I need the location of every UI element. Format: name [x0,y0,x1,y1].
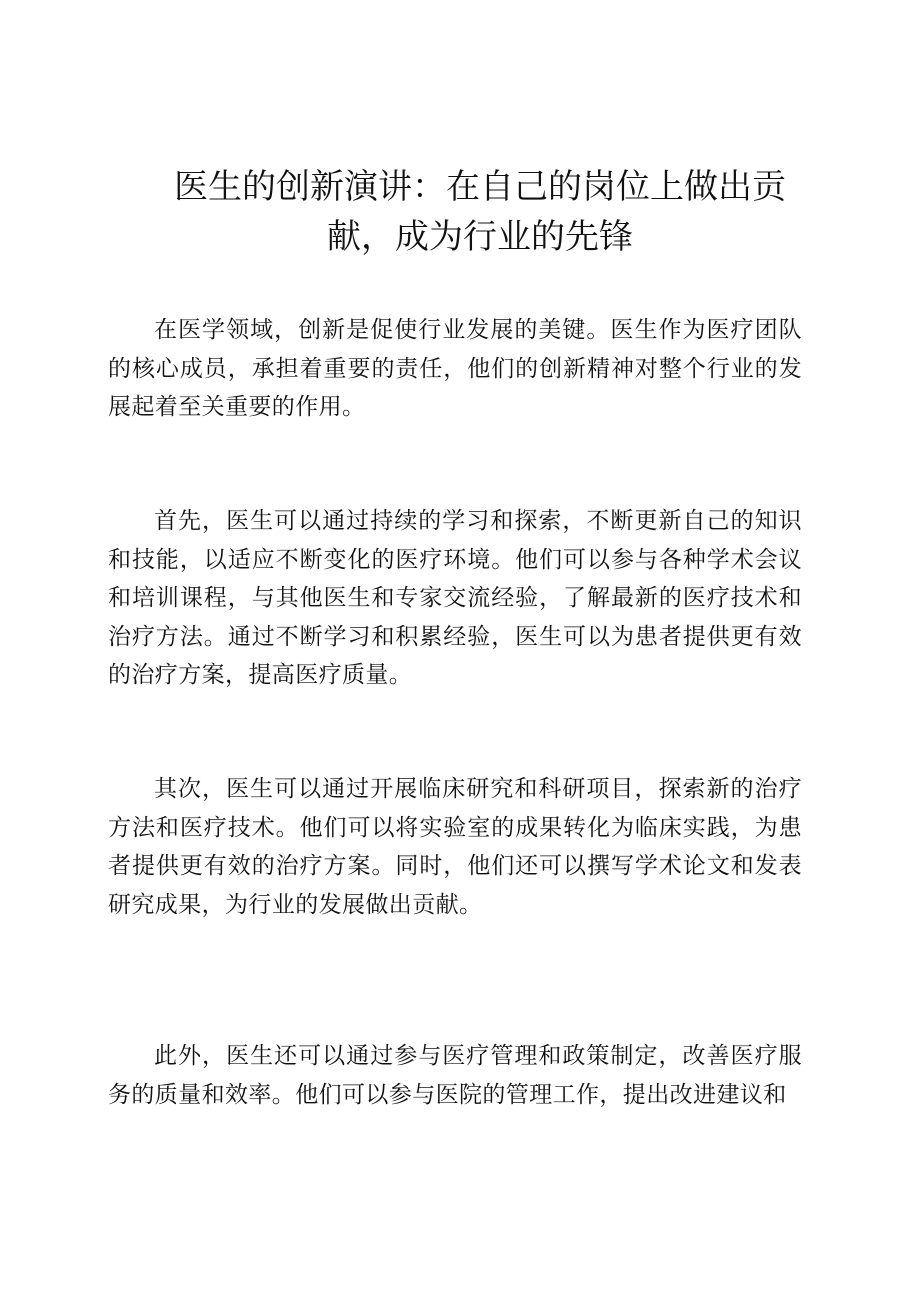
paragraph-4: 此外，医生还可以通过参与医疗管理和政策制定，改善医疗服务的质量和效率。他们可以参与医院的管理工作，提出改进建议和 [108,1043,802,1108]
page-title: 医生的创新演讲：在自己的岗位上做出贡献，成为行业的先锋 [174,167,786,257]
paragraph-1: 在医学领域，创新是促使行业发展的美键。医生作为医疗团队的核心成员，承担着重要的责任，他们的创新精神对整个行业的发展起着至关重要的作用。 [108,317,802,420]
paragraph-2: 首先，医生可以通过持续的学习和探索，不断更新自己的知识和技能，以适应不断变化的医疗环境。他们可以参与各种学术会议和培训课程，与其他医生和专家交流经验，了解最新的医疗技术和治疗方法。通过不断学习和积累经验，医生可以为患者提供更有效的治疗方案，提高医疗质量。 [108,508,802,688]
paragraph-3: 其次，医生可以通过开展临床研究和科研项目，探索新的治疗方法和医疗技术。他们可以将实验室的成果转化为临床实践，为患者提供更有效的治疗方案。同时，他们还可以撰写学术论文和发表研究成果，为行业的发展做出贡献。 [108,776,802,918]
